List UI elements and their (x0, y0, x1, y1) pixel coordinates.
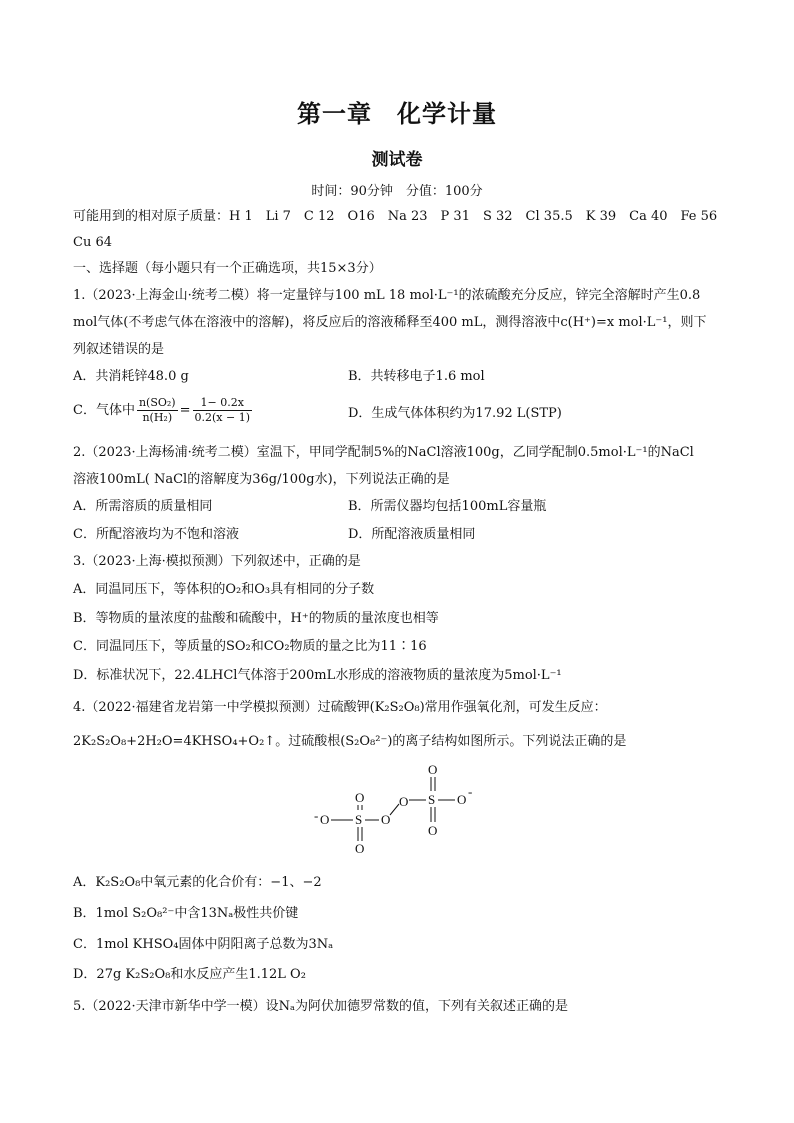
struct-s-left: S (355, 812, 363, 827)
struct-minus-left: - (314, 808, 319, 823)
struct-o-right-terminal: O (457, 792, 467, 807)
q3-option-b: B．等物质的量浓度的盐酸和硫酸中，H⁺的物质的量浓度也相等 (73, 611, 439, 626)
q1-line3: 列叙述错误的是 (73, 342, 165, 357)
q1-option-b: B．共转移电子1.6 mol (348, 369, 485, 384)
q5-line1: 5.（2022·天津市新华中学一模）设Nₐ为阿伏加德罗常数的值，下列有关叙述正确的是 (73, 999, 569, 1014)
q3-option-a: A．同温同压下，等体积的O₂和O₃具有相同的分子数 (73, 582, 375, 597)
q4-option-d: D．27g K₂S₂O₈和水反应产生1.12L O₂ (73, 967, 306, 982)
q2-line1: 2.（2023·上海杨浦·统考二模）室温下，甲同学配制5%的NaCl溶液100g，乙同学配制0.5mol·L⁻¹的NaCl (73, 445, 694, 460)
q3-line1: 3.（2023·上海·模拟预测）下列叙述中，正确的是 (73, 554, 361, 569)
struct-o-left-terminal: O (320, 812, 330, 827)
fraction-left (137, 396, 178, 425)
q1-line1: 1.（2023·上海金山·统考二模）将一定量锌与100 mL 18 mol·L⁻¹的浓硫酸充分反应，锌完全溶解时产生0.8 (73, 288, 701, 303)
q2-option-c: C．所配溶液均为不饱和溶液 (73, 527, 239, 542)
fraction-right (193, 396, 253, 425)
q4-option-a: A．K₂S₂O₈中氧元素的化合价有：−1、−2 (73, 875, 322, 890)
q2-line2: 溶液100mL( NaCl的溶解度为36g/100g水)，下列说法正确的是 (73, 472, 450, 487)
fraction-left-denominator: n(H₂) (142, 411, 173, 424)
struct-o-top-left: O (355, 790, 365, 805)
q1-option-a: A．共消耗锌48.0 g (73, 369, 189, 384)
time-info: 时间：90分钟 分值：100分 (311, 184, 483, 199)
fraction-left-numerator: n(SO₂) (138, 396, 176, 409)
struct-o-top-right: O (428, 762, 438, 777)
equals-sign: = (179, 403, 191, 418)
q1-option-c (73, 396, 254, 425)
q2-option-a: A．所需溶质的质量相同 (73, 499, 213, 514)
struct-o-bridge-right: O (399, 794, 409, 809)
section-heading: 一、选择题（每小题只有一个正确选项，共15×3分） (73, 261, 382, 276)
struct-s-right: S (428, 792, 436, 807)
q4-option-b: B．1mol S₂O₈²⁻中含13Nₐ极性共价键 (73, 906, 299, 921)
q4-option-c: C．1mol KHSO₄固体中阴阳离子总数为3Nₐ (73, 937, 334, 952)
fraction-right-numerator: 1− 0.2x (193, 396, 253, 411)
struct-o-bottom-left: O (355, 841, 365, 856)
struct-minus-right: - (468, 784, 473, 799)
q1-line2: mol气体(不考虑气体在溶液中的溶解)，将反应后的溶液稀释至400 mL，测得溶液中c(H⁺)=x mol·L⁻¹，则下 (73, 315, 707, 330)
q2-option-d: D．所配溶液质量相同 (348, 527, 476, 542)
q4-line2: 2K₂S₂O₈+2H₂O=4KHSO₄+O₂↑。过硫酸根(S₂O₈²⁻)的离子结构如图所示。下列说法正确的是 (73, 734, 627, 749)
atomic-masses-line2: Cu 64 (73, 235, 112, 250)
q1-option-c-prefix: C．气体中 (73, 403, 135, 418)
q4-line1: 4.（2022·福建省龙岩第一中学模拟预测）过硫酸钾(K₂S₂O₈)常用作强氧化剂，可发生反应： (73, 700, 607, 715)
page-subtitle: 测试卷 (371, 150, 423, 170)
page-title: 第一章 化学计量 (297, 99, 497, 128)
q3-option-d: D．标准状况下，22.4LHCl气体溶于200mL水形成的溶液物质的量浓度为5mol·L⁻¹ (73, 668, 562, 683)
struct-o-bottom-right: O (428, 823, 438, 838)
atomic-masses-line1: 可能用到的相对原子质量：H 1 Li 7 C 12 O16 Na 23 P 31 S 32 Cl 35.5 K 39 Ca 40 Fe 56 (73, 209, 718, 224)
q3-option-c: C．同温同压下，等质量的SO₂和CO₂物质的量之比为11∶16 (73, 639, 427, 654)
peroxodisulfate-structure-diagram (312, 760, 492, 860)
q2-option-b: B．所需仪器均包括100mL容量瓶 (348, 499, 547, 514)
fraction-right-denominator: 0.2(x − 1) (194, 411, 250, 424)
q1-option-d: D．生成气体体积约为17.92 L(STP) (348, 406, 562, 421)
struct-o-bridge-left: O (381, 812, 391, 827)
